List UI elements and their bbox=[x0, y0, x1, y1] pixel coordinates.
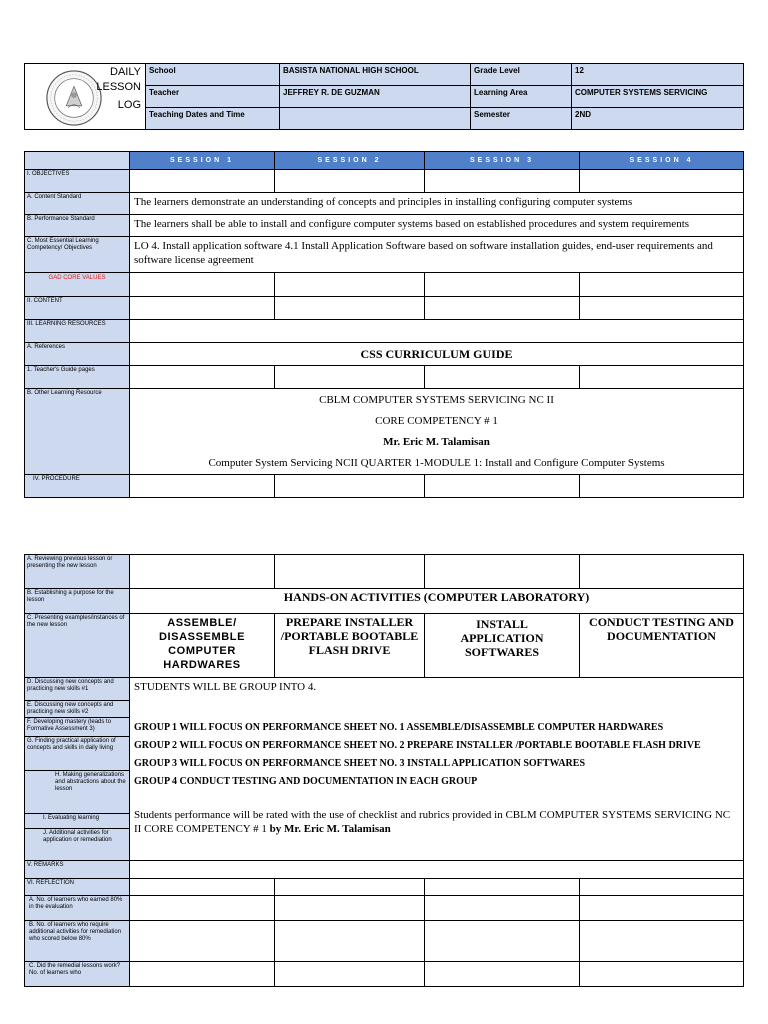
tg-s3 bbox=[425, 366, 580, 389]
gad-s2 bbox=[275, 273, 425, 297]
generalizations-label: H. Making generalizations and abstractions about the lesson bbox=[25, 771, 130, 814]
melc-label: C. Most Essential Learning Competency/ Objectives bbox=[25, 237, 130, 273]
purpose-label: B. Establishing a purpose for the lesson bbox=[25, 589, 130, 614]
group-4-text: GROUP 4 CONDUCT TESTING AND DOCUMENTATION IN EACH GROUP bbox=[134, 776, 478, 787]
tg-s2 bbox=[275, 366, 425, 389]
hands-on-activities-text: HANDS-ON ACTIVITIES (COMPUTER LABORATORY) bbox=[130, 589, 744, 614]
activity-install-software: INSTALL APPLICATION SOFTWARES bbox=[425, 614, 580, 678]
semester-label: Semester bbox=[471, 108, 572, 130]
remedial-s1 bbox=[130, 962, 275, 987]
lesson-table-top bbox=[24, 151, 744, 498]
remarks-cell bbox=[130, 861, 744, 879]
title-line-log: LOG bbox=[117, 99, 141, 111]
learning-area-value: COMPUTER SYSTEMS SERVICING bbox=[572, 86, 744, 108]
activity-assemble: ASSEMBLE/ DISASSEMBLE COMPUTER HARDWARES bbox=[130, 614, 275, 678]
remarks-label: V. REMARKS bbox=[25, 861, 130, 879]
developing-mastery-label: F. Developing mastery (leads to Formative Assessment 3) bbox=[25, 718, 130, 737]
header-table bbox=[24, 63, 744, 130]
remedial-s4 bbox=[580, 962, 744, 987]
header-logo-cell bbox=[25, 64, 146, 130]
group-3-text: GROUP 3 WILL FOCUS ON PERFORMANCE SHEET NO. 3 INSTALL APPLICATION SOFTWARES bbox=[134, 758, 586, 769]
gad-s3 bbox=[425, 273, 580, 297]
school-label: School bbox=[146, 64, 280, 86]
learners-80-label: A. No. of learners who earned 80% in the evaluation bbox=[25, 896, 130, 921]
reviewing-s1 bbox=[130, 555, 275, 589]
rating-sentence: Students performance will be rated with the use of checklist and rubrics provided in CBLM COMPUTER SYSTEMS SERVICING NC II CORE COMPETENCY # 1 bbox=[134, 809, 731, 835]
objectives-label: I. OBJECTIVES bbox=[25, 170, 130, 193]
objectives-s2 bbox=[275, 170, 425, 193]
remediation-s1 bbox=[130, 921, 275, 962]
performance-standard-label: B. Performance Standard bbox=[25, 215, 130, 237]
reflection-s4 bbox=[580, 879, 744, 896]
content-s3 bbox=[425, 297, 580, 320]
remediation-s4 bbox=[580, 921, 744, 962]
grade-value: 12 bbox=[572, 64, 744, 86]
reflection-s2 bbox=[275, 879, 425, 896]
learning-resources-cell bbox=[130, 320, 744, 343]
content-s4 bbox=[580, 297, 744, 320]
procedure-s4 bbox=[580, 475, 744, 498]
reflection-s3 bbox=[425, 879, 580, 896]
learning-area-label: Learning Area bbox=[471, 86, 572, 108]
gad-core-values-label: GAD CORE VALUES bbox=[25, 273, 130, 297]
procedure-s2 bbox=[275, 475, 425, 498]
reflection-label: VI. REFLECTION bbox=[25, 879, 130, 896]
remedial-s3 bbox=[425, 962, 580, 987]
teachers-guide-label: 1. Teacher's Guide pages bbox=[25, 366, 130, 389]
other-resource-module: Computer System Servicing NCII QUARTER 1-MODULE 1: Install and Configure Computer Systems bbox=[208, 457, 665, 469]
other-resource-competency: CORE COMPETENCY # 1 bbox=[375, 415, 498, 427]
remediation-s3 bbox=[425, 921, 580, 962]
references-text: CSS CURRICULUM GUIDE bbox=[130, 343, 744, 366]
session-1-header: SESSION 1 bbox=[130, 152, 275, 170]
content-s1 bbox=[130, 297, 275, 320]
evaluating-learning-label: I. Evaluating learning bbox=[25, 814, 130, 829]
group-1-text: GROUP 1 WILL FOCUS ON PERFORMANCE SHEET NO. 1 ASSEMBLE/DISASSEMBLE COMPUTER HARDWARES bbox=[134, 722, 664, 733]
reflection-s1 bbox=[130, 879, 275, 896]
rating-text bbox=[134, 808, 739, 836]
lesson-table-bottom bbox=[24, 554, 744, 987]
title-line-lesson: LESSON bbox=[96, 81, 141, 93]
reviewing-s2 bbox=[275, 555, 425, 589]
gad-s1 bbox=[130, 273, 275, 297]
objectives-s3 bbox=[425, 170, 580, 193]
deped-seal-icon bbox=[45, 69, 103, 127]
objectives-s4 bbox=[580, 170, 744, 193]
melc-text: LO 4. Install application software 4.1 Install Application Software based on software installation guides, end-user requirements and software license agreement bbox=[130, 237, 744, 273]
teacher-label: Teacher bbox=[146, 86, 280, 108]
objectives-s1 bbox=[130, 170, 275, 193]
practical-application-label: G. Finding practical application of concepts and skills in daily living bbox=[25, 737, 130, 771]
teacher-value: JEFFREY R. DE GUZMAN bbox=[280, 86, 471, 108]
content-s2 bbox=[275, 297, 425, 320]
other-resource-cblm: CBLM COMPUTER SYSTEMS SERVICING NC II bbox=[319, 394, 554, 406]
procedure-s1 bbox=[130, 475, 275, 498]
session-2-header: SESSION 2 bbox=[275, 152, 425, 170]
discussing-2-label: E. Discussing new concepts and practicing new skills #2 bbox=[25, 701, 130, 718]
other-resource-author: Mr. Eric M. Talamisan bbox=[383, 436, 490, 448]
learners-80-s1 bbox=[130, 896, 275, 921]
remedial-s2 bbox=[275, 962, 425, 987]
session-3-header: SESSION 3 bbox=[425, 152, 580, 170]
procedure-body bbox=[130, 678, 744, 861]
learners-80-s2 bbox=[275, 896, 425, 921]
learners-80-s4 bbox=[580, 896, 744, 921]
discussing-1-label: D. Discussing new concepts and practicing new skills #1 bbox=[25, 678, 130, 701]
content-label: II. CONTENT bbox=[25, 297, 130, 320]
presenting-examples-label: C. Presenting examples/instances of the new lesson bbox=[25, 614, 130, 678]
procedure-label: IV. PROCEDURE bbox=[25, 475, 130, 498]
group-2-text: GROUP 2 WILL FOCUS ON PERFORMANCE SHEET NO. 2 PREPARE INSTALLER /PORTABLE BOOTABLE FLASH DRIVE bbox=[134, 740, 701, 751]
reviewing-lesson-label: A. Reviewing previous lesson or presenting the new lesson bbox=[25, 555, 130, 589]
other-resource-cell bbox=[130, 389, 744, 475]
learning-resources-label: III. LEARNING RESOURCES bbox=[25, 320, 130, 343]
dates-value bbox=[280, 108, 471, 130]
references-label: A. References bbox=[25, 343, 130, 366]
content-standard-text: The learners demonstrate an understanding of concepts and principles in installing configuring computer systems bbox=[130, 193, 744, 215]
tg-s1 bbox=[130, 366, 275, 389]
reviewing-s4 bbox=[580, 555, 744, 589]
gad-s4 bbox=[580, 273, 744, 297]
reviewing-s3 bbox=[425, 555, 580, 589]
grouping-text: STUDENTS WILL BE GROUP INTO 4. bbox=[134, 681, 317, 693]
remediation-label: B. No. of learners who require additional activities for remediation who scored below 80% bbox=[25, 921, 130, 962]
procedure-s3 bbox=[425, 475, 580, 498]
content-standard-label: A. Content Standard bbox=[25, 193, 130, 215]
school-value: BASISTA NATIONAL HIGH SCHOOL bbox=[280, 64, 471, 86]
semester-value: 2ND bbox=[572, 108, 744, 130]
performance-standard-text: The learners shall be able to install and configure computer systems based on established procedures and system requirements bbox=[130, 215, 744, 237]
remediation-s2 bbox=[275, 921, 425, 962]
grade-label: Grade Level bbox=[471, 64, 572, 86]
activity-conduct-testing: CONDUCT TESTING AND DOCUMENTATION bbox=[580, 614, 744, 678]
dates-label: Teaching Dates and Time bbox=[146, 108, 280, 130]
tg-s4 bbox=[580, 366, 744, 389]
dll-title bbox=[96, 65, 141, 113]
remedial-work-label: C. Did the remedial lessons work? No. of learners who bbox=[25, 962, 130, 987]
learners-80-s3 bbox=[425, 896, 580, 921]
additional-activities-label: J. Additional activities for application or remediation bbox=[25, 829, 130, 861]
rating-author: by Mr. Eric M. Talamisan bbox=[269, 823, 391, 835]
session-header-blank bbox=[25, 152, 130, 170]
session-4-header: SESSION 4 bbox=[580, 152, 744, 170]
title-line-daily: DAILY bbox=[110, 66, 141, 78]
activity-prepare-installer: PREPARE INSTALLER /PORTABLE BOOTABLE FLASH DRIVE bbox=[275, 614, 425, 678]
other-resource-label: B. Other Learning Resource bbox=[25, 389, 130, 475]
